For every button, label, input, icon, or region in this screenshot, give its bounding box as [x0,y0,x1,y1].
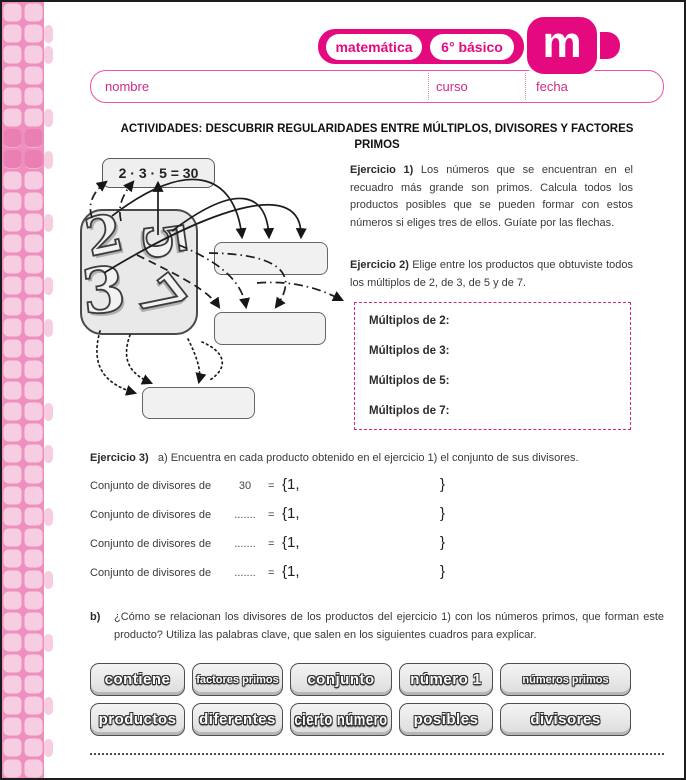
product-answer-box-1[interactable] [214,242,328,275]
pink-border-pattern [2,2,56,780]
keyword-box: número 1 [399,663,493,696]
keyword-box: diferentes [192,703,283,736]
exercise3b-text: b) ¿Cómo se relacionan los divisores de los productos del ejercicio 1) con los números primos, que forman este producto? Utiliza las palabras clave, que salen en los siguientes cuadros para explicar. [90,611,664,641]
product-result-box [102,158,215,188]
multiples-answer-box [354,302,631,430]
multiples-of-7-line[interactable]: Múltiplos de 7: [369,405,450,417]
multiples-of-5-line[interactable]: Múltiplos de 5: [369,375,450,387]
exercise3-label: Ejercicio 3) [90,452,149,464]
grade-badge-label: 6° básico [441,38,503,55]
nombre-label: nombre [105,79,150,94]
divisor-set-row[interactable]: Conjunto de divisores de 30 = {1, } [90,476,446,493]
exercise2-text: Ejercicio 2) Elige entre los productos que obtuviste todos los múltiplos de 2, de 3, de 5 y de 7. [350,259,634,289]
exercise3-heading: Ejercicio 3) a) Encuentra en cada producto obtenido en el ejercicio 1) el conjunto de sus divisores. [90,452,579,464]
prime-digit-5: 5 [128,217,199,265]
m-logo-letter: m [542,17,582,67]
exercise1-label: Ejercicio 1) [350,164,414,176]
keyword-row-2 [90,703,631,736]
keyword-box: posibles [399,703,493,736]
keyword-box: productos [90,703,185,736]
subject-badge [326,34,422,60]
prime-digit-7: 7 [120,261,200,335]
keyword-box: conjunto [290,663,392,696]
field-separator [525,73,526,100]
multiples-of-3-line[interactable]: Múltiplos de 3: [369,345,450,357]
product-result-label: 2 · 3 · 5 = 30 [118,165,199,181]
nombre-field[interactable] [161,71,421,104]
exercise2-label: Ejercicio 2) [350,259,409,271]
fecha-field[interactable] [581,79,661,104]
field-separator [428,73,429,100]
grade-badge [430,34,514,60]
divisor-set-row[interactable]: Conjunto de divisores de ....... = {1, } [90,534,446,551]
brand-bar [318,29,524,64]
curso-field[interactable] [471,71,521,104]
keyword-row-1 [90,663,631,696]
fecha-label: fecha [536,79,568,94]
product-answer-box-2[interactable] [214,312,326,345]
keyword-box: números primos [500,663,631,696]
prime-digit-2: 2 [80,201,129,270]
prime-digit-3: 3 [78,251,129,330]
exercise3b-label: b) [90,611,101,623]
divisor-set-row[interactable]: Conjunto de divisores de ....... = {1, } [90,505,446,522]
subject-badge-label: matemática [335,38,413,55]
divisor-sets [90,472,664,588]
keyword-box: cierto número [290,703,392,736]
keyword-box: contiene [90,663,185,696]
m-logo [524,14,600,77]
logo-tab-shape [598,32,620,59]
divisor-set-row[interactable]: Conjunto de divisores de ....... = {1, } [90,563,446,580]
keyword-box: divisores [500,703,631,736]
exercise3-sub-label: a) [157,452,168,464]
curso-label: curso [436,79,468,94]
multiples-of-2-line[interactable]: Múltiplos de 2: [369,315,450,327]
keyword-box: factores primos [192,663,283,696]
product-answer-box-3[interactable] [142,387,255,419]
exercise1-text: Ejercicio 1) Los números que se encuentran en el recuadro más grande son primos. Calcula todos los productos posibles que se pueden formar con estos números si eliges tres de ellos. Guíate por las flechas. [350,164,633,229]
answer-writing-line[interactable] [90,753,664,755]
worksheet-title: ACTIVIDADES: DESCUBRIR REGULARIDADES ENTRE MÚLTIPLOS, DIVISORES Y FACTORES PRIMOS [120,123,634,151]
